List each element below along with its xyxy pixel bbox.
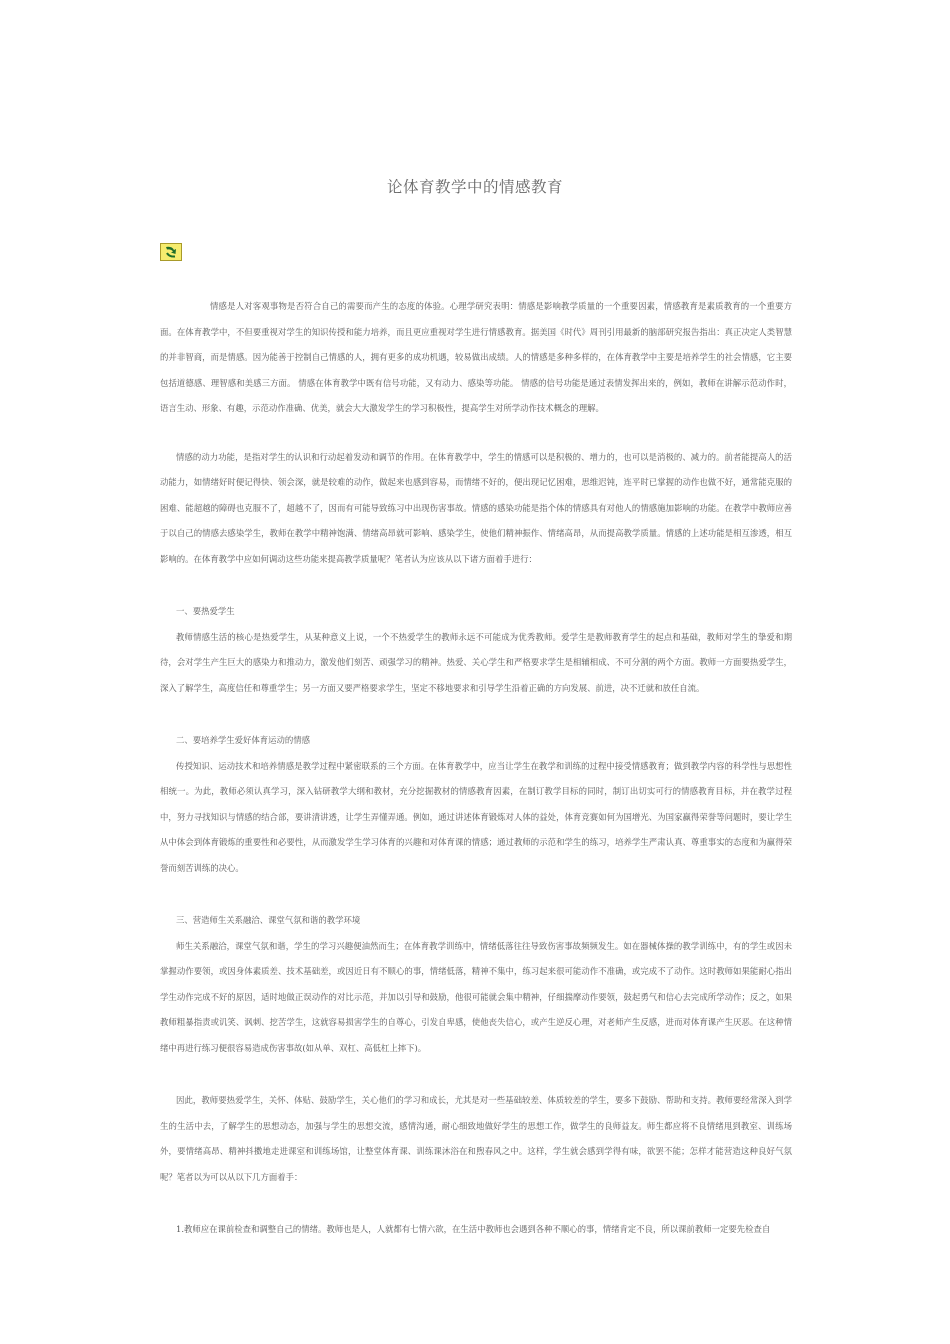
section-body-1: 教师情感生活的核心是热爱学生，从某种意义上说，一个不热爱学生的教师永远不可能成为优秀教师。爱学生是教师教育学生的起点和基础，教师对学生的挚爱和期待，会对学生产生巨大的感染力和推动力，激发他们刻苦、顽强学习的精神。热爱、关心学生和严格要求学生是相辅相成、不可分割的两个方面。教师一方面要热爱学生，深入了解学生，高度信任和尊重学生；另一方面又要严格要求学生，坚定不移地要求和引导学生沿着正确的方向发展、前进，决不迁就和放任自流。 — [160, 631, 792, 693]
section-heading-3: 三、营造师生关系融洽、课堂气氛和谐的教学环境 — [176, 915, 361, 925]
section-body-2: 传授知识、运动技术和培养情感是教学过程中紧密联系的三个方面。在体育教学中，应当让学生在教学和训练的过程中接受情感教育；做到教学内容的科学性与思想性相统一。为此，教师必须认真学习，深入钻研教学大纲和教材，充分挖掘教材的情感教育因素，在制订教学目标的同时，制订出切实可行的情感教育目标，并在教学过程中，努力寻找知识与情感的结合部，要讲清讲透，让学生弄懂弄通。例如，通过讲述体育锻炼对人体的益处，体育竞赛如何为国增光、为国家赢得荣誉等问题时，要让学生从中体会到体育锻炼的重要性和必要性，从而激发学生学习体育的兴趣和对体育课的情感；通过教师的示范和学生的练习，培养学生严肃认真、尊重事实的态度和为赢得荣誉而刻苦训练的决心。 — [160, 760, 792, 873]
page-title: 论体育教学中的情感教育 — [386, 178, 563, 196]
section-heading-2: 二、要培养学生爱好体育运动的情感 — [176, 735, 310, 745]
paragraph-intro: 情感是人对客观事物是否符合自己的需要而产生的态度的体验。心理学研究表明：情感是影响教学质量的一个重要因素，情感教育是素质教育的一个重要方面。在体育教学中，不但要重视对学生的知识传授和能力培养，而且更应重视对学生进行情感教育。据美国《时代》周刊引用最新的脑部研究报告指出：真正决定人类智慧的并非智商，而是情感。因为能善于控制自己情感的人，拥有更多的成功机遇，较易做出成绩。人的情感是多种多样的，在体育教学中主要是培养学生的社会情感，它主要包括道德感、理智感和美感三方面。 情感在体育教学中既有信号功能，又有动力、感染等功能。 情感的信号功能是通过表情发挥出来的，例如，教师在讲解示范动作时，语言生动、形象、有趣，示范动作准确、优美，就会大大激发学生的学习积极性，提高学生对所学动作技术概念的理解。 — [160, 301, 792, 413]
document-link-icon[interactable] — [160, 243, 182, 261]
paragraph-closing: 因此，教师要热爱学生，关怀、体贴、鼓励学生，关心他们的学习和成长，尤其是对一些基础较差、体质较差的学生，要多下鼓励、帮助和支持。教师要经常深入到学生的生活中去，了解学生的思想动态，加强与学生的思想交流，感情沟通，耐心细致地做好学生的思想工作，做学生的良师益友。师生都应将不良情绪甩到教室、训练场外，要情绪高昂、精神抖擞地走进课室和训练场馆，让整堂体育课、训练课沐浴在和煦春风之中。这样，学生就会感到学得有味，欲罢不能；怎样才能营造这种良好气氛呢？笔者以为可以从以下几方面着手： — [160, 1095, 792, 1182]
section-body-3: 师生关系融洽，课堂气氛和谐，学生的学习兴趣便油然而生；在体育教学训练中，情绪低落往往导致伤害事故频频发生。如在器械体操的教学训练中，有的学生或因未掌握动作要领，或因身体素质差、技术基础差，或因近日有不顺心的事，情绪低落，精神不集中，练习起来很可能动作不准确，或完成不了动作。这时教师如果能耐心指出学生动作完成不好的原因，适时地做正误动作的对比示范，并加以引导和鼓励，他很可能就会集中精神，仔细揣摩动作要领，鼓起勇气和信心去完成所学动作；反之，如果教师粗暴指责或讥笑、讽刺、挖苦学生，这就容易损害学生的自尊心，引发自卑感，使他丧失信心，或产生逆反心理，对老师产生反感，进而对体育课产生厌恶。在这种情绪中再进行练习便很容易造成伤害事故(如从单、双杠、高低杠上摔下)。 — [160, 940, 792, 1053]
article-body — [160, 294, 792, 1243]
arrow-icon — [163, 245, 179, 259]
paragraph-dynamic-function: 情感的动力功能，是指对学生的认识和行动起着发动和调节的作用。在体育教学中，学生的情感可以是积极的、增力的，也可以是消极的、减力的。前者能提高人的活动能力，如情绪好时便记得快、领会深，就是较难的动作，做起来也感到容易，而情绪不好的，便出现记忆困难，思维迟钝，连平时已掌握的动作也做不好，通常能克服的困难、能超越的障碍也克服不了，超越不了，因而有可能导致练习中出现伤害事故。情感的感染功能是指个体的情感具有对他人的情感施加影响的功能。在教学中教师应善于以自己的情感去感染学生，教师在教学中精神饱满、情绪高昂就可影响、感染学生，使他们精神振作、情绪高昂，从而提高教学质量。情感的上述功能是相互渗透，相互影响的。在体育教学中应如何调动这些功能来提高教学质量呢？笔者认为应该从以下诸方面着手进行： — [160, 451, 792, 564]
list-item-1: 1.教师应在课前检查和调整自己的情绪。教师也是人，人就都有七情六欲，在生活中教师也会遇到各种不顺心的事，情绪肯定不良，所以课前教师一定要先检查自 — [176, 1224, 771, 1234]
section-heading-1: 一、要热爱学生 — [176, 606, 235, 616]
